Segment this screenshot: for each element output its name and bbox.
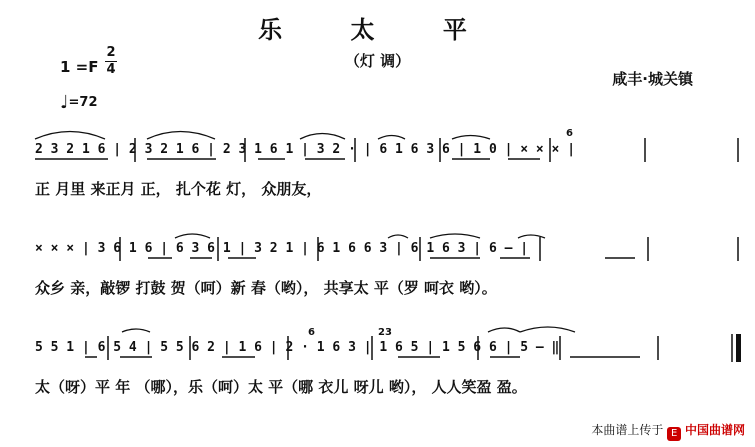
lyrics-line-2: 众乡 亲，敲锣 打鼓 贺（呵）新 春（哟）， 共享太 平（罗 呵衣 哟）。	[35, 279, 497, 297]
time-bottom: 4	[106, 62, 116, 77]
notation-line-2: × × × | 3 6 1 6 | 6 3 6 1 | 3 2 1 | 6 1 6 6 3 | 6 1 6 3 | 6 — |	[35, 241, 529, 256]
slur	[430, 234, 480, 238]
slur	[388, 235, 408, 238]
slur	[122, 329, 150, 332]
tempo-value: =72	[68, 95, 98, 110]
slur	[518, 235, 545, 238]
slur	[520, 327, 575, 332]
footer-brand-link[interactable]: 中国曲谱网	[684, 423, 745, 437]
slur	[300, 134, 345, 140]
time-top: 2	[106, 45, 116, 60]
slur	[147, 132, 215, 140]
lyrics-line-1: 正 月里 来正月 正， 扎个花 灯， 众朋友，	[35, 180, 322, 198]
page-title: 乐 太 平	[258, 16, 497, 44]
subtitle: （灯 调）	[344, 52, 411, 70]
notation-line-1: 2 3 2 1 6 | 2 3 2 1 6 | 2 3 1 6 1 | 3 2 · | 6 1 6 3 6 | 1 0 | × × × |	[35, 142, 576, 157]
slur	[175, 234, 210, 238]
lyrics-line-3: 太（呀）平 年 （哪），乐（呵）太 平（哪 衣儿 呀儿 哟）， 人人笑盈 盈。	[35, 378, 527, 396]
grace-note: 23	[378, 327, 392, 338]
slur	[378, 136, 405, 140]
site-logo-icon: E	[667, 427, 681, 441]
origin-label: 咸丰·城关镇	[612, 70, 693, 88]
slur	[452, 136, 490, 140]
footer	[591, 421, 745, 441]
key-signature: 1 =F	[60, 58, 99, 76]
quarter-note-icon: ♩	[60, 92, 69, 113]
grace-note: 6	[308, 327, 315, 338]
notation-line-3: 5 5 1 | 6 5 4 | 5 5 6 2 | 1 6 | 2 · 1 6 3 | 1 6 5 | 1 5 6 6 | 5 — ‖	[35, 340, 560, 355]
slur	[35, 132, 105, 140]
footer-text: 本曲谱上传于	[591, 423, 664, 437]
slur	[488, 328, 520, 332]
grace-note: 6	[566, 128, 573, 139]
